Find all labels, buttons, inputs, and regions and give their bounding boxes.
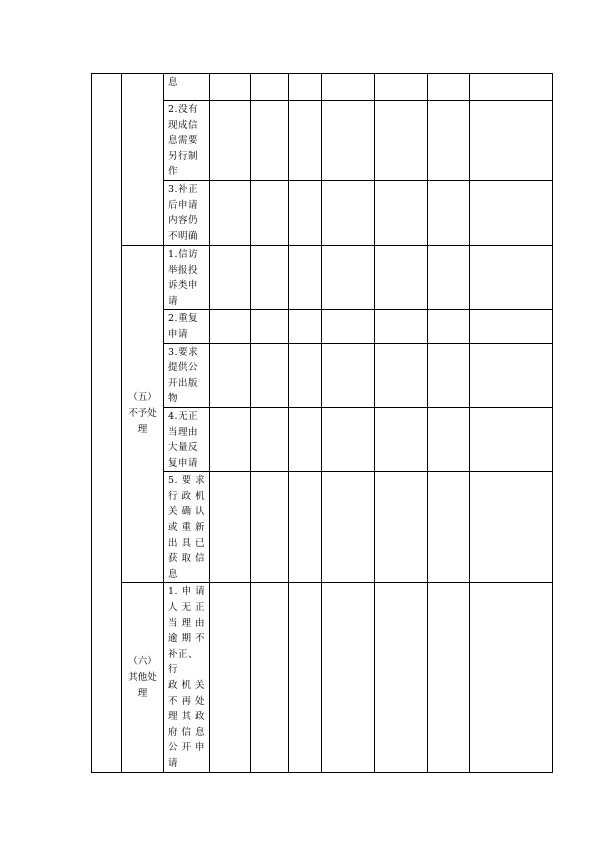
value-cell	[322, 310, 375, 343]
item-line: 举报投	[168, 264, 199, 276]
item-line: 当 理 由	[168, 617, 206, 629]
item-line: 请	[168, 757, 179, 769]
item-line: 另行制	[168, 150, 199, 162]
item-cell	[164, 101, 210, 181]
value-cell	[428, 310, 470, 343]
value-cell	[470, 180, 553, 245]
value-cell	[428, 101, 470, 181]
item-line: 现成信	[168, 119, 199, 131]
item-line: 3.要求	[168, 346, 199, 358]
value-cell	[322, 180, 375, 245]
item-line: 或 重 新	[168, 522, 206, 534]
value-cell	[375, 245, 428, 309]
value-cell	[251, 343, 289, 407]
item-line: 大量反	[168, 442, 199, 454]
item-line: 当理由	[168, 426, 199, 438]
value-cell	[375, 74, 428, 101]
item-line: 息	[168, 77, 179, 88]
value-cell	[322, 343, 375, 407]
statistics-table	[91, 73, 553, 773]
item-line: 请	[168, 295, 179, 307]
table-row	[92, 583, 553, 772]
value-cell	[289, 180, 322, 245]
item-line: 3.补正	[168, 183, 199, 195]
value-cell	[210, 101, 251, 181]
item-line: 作	[168, 166, 179, 178]
item-cell	[164, 583, 210, 772]
category-label: 理	[137, 687, 148, 699]
item-line: 出 具 已	[168, 537, 206, 549]
item-cell	[164, 407, 210, 471]
value-cell	[210, 245, 251, 309]
value-cell	[322, 583, 375, 772]
value-cell	[375, 472, 428, 583]
item-line: 不 再 处	[168, 695, 206, 707]
value-cell	[375, 101, 428, 181]
item-line: 逾 期 不	[168, 633, 206, 645]
value-cell	[251, 472, 289, 583]
value-cell	[322, 101, 375, 181]
value-cell	[251, 245, 289, 309]
item-line: 申请	[168, 328, 189, 340]
item-line: 2.重复	[168, 313, 199, 325]
value-cell	[470, 583, 553, 772]
item-line: 提供公	[168, 362, 199, 374]
item-cell	[164, 343, 210, 407]
value-cell	[210, 310, 251, 343]
value-cell	[289, 310, 322, 343]
value-cell	[375, 583, 428, 772]
item-line: 复申请	[168, 457, 199, 469]
value-cell	[289, 343, 322, 407]
value-cell	[470, 245, 553, 309]
value-cell	[322, 245, 375, 309]
item-line: 不明确	[168, 230, 199, 242]
table-row	[92, 74, 553, 101]
value-cell	[470, 472, 553, 583]
value-cell	[428, 583, 470, 772]
category-label: 其他处	[128, 671, 157, 683]
category-cell	[122, 74, 164, 246]
value-cell	[251, 310, 289, 343]
item-cell	[164, 74, 210, 101]
value-cell	[470, 101, 553, 181]
item-line: 人 无 正	[168, 602, 206, 614]
value-cell	[428, 245, 470, 309]
value-cell	[470, 310, 553, 343]
value-cell	[470, 74, 553, 101]
item-line: 物	[168, 393, 179, 405]
value-cell	[322, 74, 375, 101]
category-label: （六）	[128, 655, 157, 667]
value-cell	[251, 101, 289, 181]
value-cell	[210, 343, 251, 407]
item-line: 关 确 认	[168, 506, 206, 518]
category-cell-other-processing	[122, 583, 164, 772]
value-cell	[322, 407, 375, 471]
outer-category-cell	[92, 74, 122, 773]
value-cell	[428, 407, 470, 471]
value-cell	[289, 101, 322, 181]
item-line: 补正、行	[168, 648, 199, 676]
item-line: 后申请	[168, 199, 199, 211]
item-line: 息需要	[168, 135, 199, 147]
item-line: 1. 申 请	[168, 586, 206, 598]
value-cell	[428, 472, 470, 583]
item-line: 理 其 政	[168, 711, 206, 723]
value-cell	[210, 583, 251, 772]
value-cell	[375, 180, 428, 245]
value-cell	[251, 583, 289, 772]
item-line: 获 取 信	[168, 553, 206, 565]
value-cell	[428, 343, 470, 407]
value-cell	[375, 343, 428, 407]
item-cell	[164, 310, 210, 343]
value-cell	[375, 407, 428, 471]
value-cell	[251, 180, 289, 245]
item-line: 内容仍	[168, 215, 199, 227]
value-cell	[210, 472, 251, 583]
value-cell	[210, 180, 251, 245]
item-line: 4.无正	[168, 410, 199, 422]
table-row	[92, 245, 553, 309]
item-line: 行 政 机	[168, 490, 206, 502]
item-line: 开出版	[168, 377, 199, 389]
item-line: 政 机 关	[168, 680, 206, 691]
category-label: （五）	[128, 392, 157, 404]
item-line: 5. 要 求	[168, 475, 206, 487]
item-line: 2.没有	[168, 104, 199, 115]
value-cell	[428, 180, 470, 245]
value-cell	[289, 583, 322, 772]
value-cell	[210, 407, 251, 471]
value-cell	[251, 74, 289, 101]
value-cell	[289, 245, 322, 309]
item-line: 公 开 申	[168, 742, 206, 754]
item-cell	[164, 180, 210, 245]
value-cell	[375, 310, 428, 343]
item-cell	[164, 245, 210, 309]
value-cell	[251, 407, 289, 471]
item-line: 1.信访	[168, 248, 199, 260]
value-cell	[322, 472, 375, 583]
category-label: 理	[137, 424, 148, 436]
item-line: 息	[168, 568, 179, 580]
category-cell-not-processed	[122, 245, 164, 582]
value-cell	[470, 407, 553, 471]
value-cell	[289, 472, 322, 583]
value-cell	[428, 74, 470, 101]
item-line: 诉类申	[168, 280, 199, 292]
category-label: 不予处	[128, 408, 157, 420]
item-cell	[164, 472, 210, 583]
value-cell	[470, 343, 553, 407]
value-cell	[289, 74, 322, 101]
value-cell	[210, 74, 251, 101]
item-line: 府 信 息	[168, 726, 206, 738]
value-cell	[289, 407, 322, 471]
